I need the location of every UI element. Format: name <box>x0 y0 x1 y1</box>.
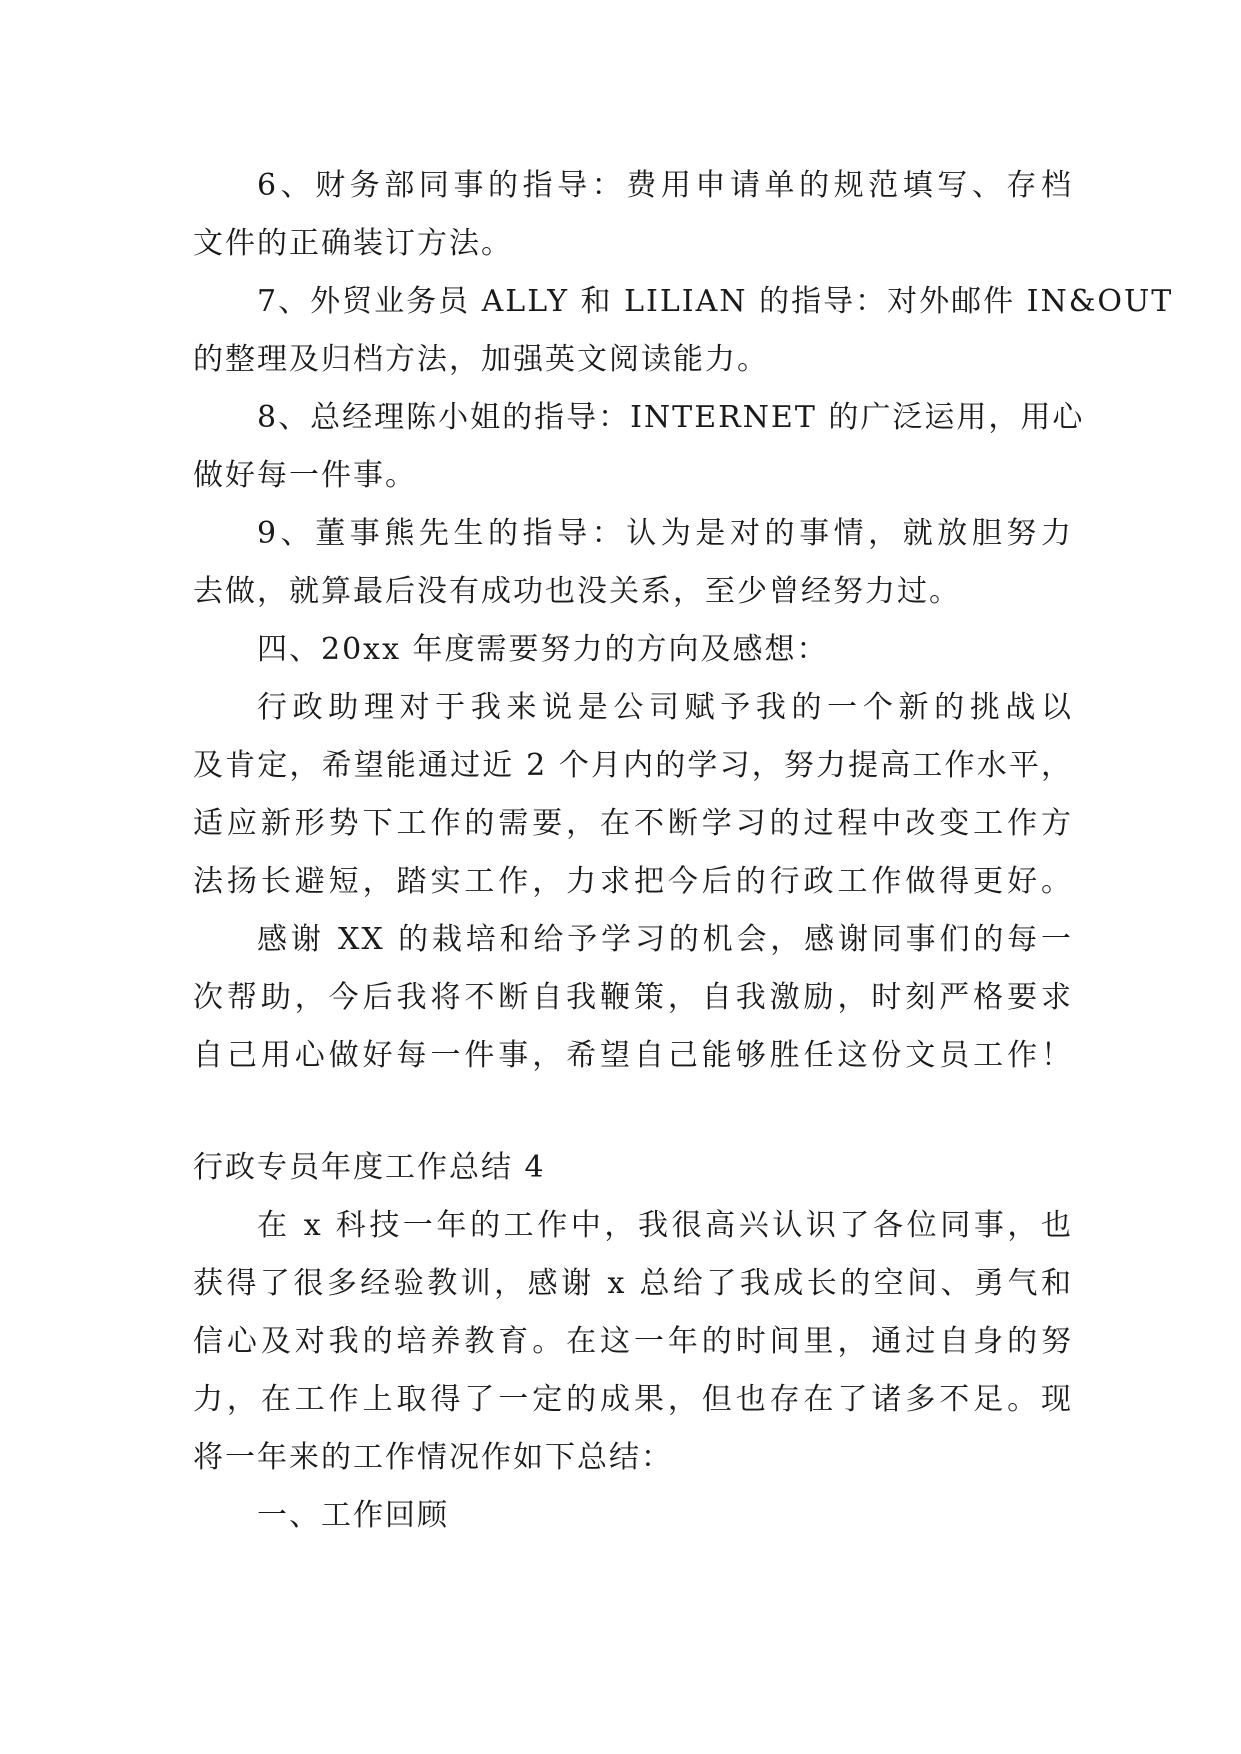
paragraph-line: 力，在工作上取得了一定的成果，但也存在了诸多不足。现 <box>193 1382 1073 1417</box>
paragraph-line: 及肯定，希望能通过近 2 个月内的学习，努力提高工作水平， <box>193 748 1073 783</box>
paragraph-line: 次帮助，今后我将不断自我鞭策，自我激励，时刻严格要求 <box>193 980 1073 1015</box>
paragraph-line: 9、董事熊先生的指导：认为是对的事情，就放胆努力 <box>257 516 1073 551</box>
paragraph-line: 7、外贸业务员 ALLY 和 LILIAN 的指导：对外邮件 IN&OUT <box>257 284 1174 319</box>
document-title: 行政专员年度工作总结 4 <box>193 1150 546 1185</box>
paragraph-line: 感谢 XX 的栽培和给予学习的机会，感谢同事们的每一 <box>257 922 1073 957</box>
paragraph-line: 去做，就算最后没有成功也没关系，至少曾经努力过。 <box>193 574 961 609</box>
paragraph-line: 文件的正确装订方法。 <box>193 226 513 261</box>
paragraph-line: 信心及对我的培养教育。在这一年的时间里，通过自身的努 <box>193 1324 1073 1359</box>
paragraph-line: 适应新形势下工作的需要，在不断学习的过程中改变工作方 <box>193 806 1073 841</box>
paragraph-line: 8、总经理陈小姐的指导：INTERNET 的广泛运用，用心 <box>257 400 1085 435</box>
paragraph-line: 将一年来的工作情况作如下总结： <box>193 1440 673 1475</box>
paragraph-line: 获得了很多经验教训，感谢 x 总给了我成长的空间、勇气和 <box>193 1266 1073 1301</box>
paragraph-line: 6、财务部同事的指导：费用申请单的规范填写、存档 <box>257 168 1073 203</box>
paragraph-line: 做好每一件事。 <box>193 458 417 493</box>
paragraph-line: 行政助理对于我来说是公司赋予我的一个新的挑战以 <box>257 690 1073 725</box>
paragraph-line: 在 x 科技一年的工作中，我很高兴认识了各位同事，也 <box>257 1208 1073 1243</box>
section-heading: 一、工作回顾 <box>257 1498 449 1533</box>
paragraph-line: 的整理及归档方法，加强英文阅读能力。 <box>193 342 769 377</box>
paragraph-line: 法扬长避短，踏实工作，力求把今后的行政工作做得更好。 <box>193 864 1073 899</box>
section-heading: 四、20xx 年度需要努力的方向及感想： <box>257 632 829 667</box>
paragraph-line: 自己用心做好每一件事，希望自己能够胜任这份文员工作！ <box>193 1038 1073 1073</box>
